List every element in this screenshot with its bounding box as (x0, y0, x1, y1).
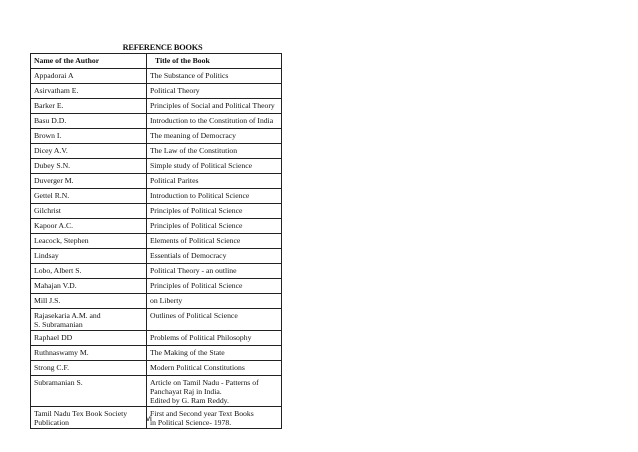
author-cell: Leacock, Stephen (31, 234, 147, 249)
book-title-cell: The Law of the Constitution (147, 144, 282, 159)
book-title-cell: The meaning of Democracy (147, 129, 282, 144)
author-cell: Brown I. (31, 129, 147, 144)
reference-books-heading: REFERENCE BOOKS (122, 43, 203, 52)
table-row (31, 84, 282, 99)
author-column-header: Name of the Author (31, 54, 147, 69)
table-row (31, 159, 282, 174)
table-row (31, 264, 282, 279)
table-row (31, 99, 282, 114)
author-cell: Gettel R.N. (31, 189, 147, 204)
author-cell: Raphael DD (31, 331, 147, 346)
book-title-cell: Political Theory (147, 84, 282, 99)
author-cell: Subramanian S. (31, 376, 147, 407)
book-title-cell: Political Theory - an outline (147, 264, 282, 279)
table-row (31, 331, 282, 346)
author-cell: Rajasekaria A.M. and S. Subramanian (31, 309, 147, 331)
book-title-cell: Problems of Political Philosophy (147, 331, 282, 346)
table-row (31, 144, 282, 159)
book-title-cell: on Liberty (147, 294, 282, 309)
book-title-cell: Political Parites (147, 174, 282, 189)
table-row (31, 204, 282, 219)
table-row (31, 129, 282, 144)
table-row (31, 309, 282, 331)
table-row (31, 189, 282, 204)
author-cell: Kapoor A.C. (31, 219, 147, 234)
book-title-cell: Principles of Political Science (147, 219, 282, 234)
author-cell: Dicey A.V. (31, 144, 147, 159)
table-header-row (31, 54, 282, 69)
table-row (31, 219, 282, 234)
author-cell: Barker E. (31, 99, 147, 114)
book-title-cell: Outlines of Political Science (147, 309, 282, 331)
author-cell: Ruthnaswamy M. (31, 346, 147, 361)
author-cell: Dubey S.N. (31, 159, 147, 174)
table-row (31, 174, 282, 189)
author-cell: Mill J.S. (31, 294, 147, 309)
book-title-cell: Article on Tamil Nadu - Patterns of Panchayat Raj in India. Edited by G. Ram Reddy. (147, 376, 282, 407)
title-column-header: Title of the Book (147, 54, 282, 69)
table-row (31, 279, 282, 294)
book-title-cell: Modern Political Constitutions (147, 361, 282, 376)
table-row (31, 376, 282, 407)
author-cell: Mahajan V.D. (31, 279, 147, 294)
book-title-cell: The Substance of Politics (147, 69, 282, 84)
table-row (31, 249, 282, 264)
table-row (31, 69, 282, 84)
author-cell: Lindsay (31, 249, 147, 264)
author-cell: Appadorai A (31, 69, 147, 84)
book-title-cell: First and Second year Text Books in Political Science- 1978. (147, 407, 282, 429)
author-cell: Asirvatham E. (31, 84, 147, 99)
book-title-cell: Introduction to Political Science (147, 189, 282, 204)
author-cell: Gilchrist (31, 204, 147, 219)
author-cell: Tamil Nadu Tex Book Society Publication (31, 407, 147, 429)
book-title-cell: Simple study of Political Science (147, 159, 282, 174)
book-title-cell: Principles of Social and Political Theory (147, 99, 282, 114)
book-title-cell: Elements of Political Science (147, 234, 282, 249)
table-row (31, 294, 282, 309)
book-title-cell: Introduction to the Constitution of India (147, 114, 282, 129)
author-cell: Lobo, Albert S. (31, 264, 147, 279)
table-row (31, 346, 282, 361)
table-body (31, 69, 282, 429)
author-cell: Strong C.F. (31, 361, 147, 376)
book-title-cell: Essentials of Democracy (147, 249, 282, 264)
table-row (31, 114, 282, 129)
page-number: vi (146, 414, 152, 423)
author-cell: Duverger M. (31, 174, 147, 189)
table-row (31, 407, 282, 429)
reference-books-table (30, 53, 282, 429)
book-title-cell: The Making of the State (147, 346, 282, 361)
table-row (31, 234, 282, 249)
book-title-cell: Principles of Political Science (147, 204, 282, 219)
table-row (31, 361, 282, 376)
book-title-cell: Principles of Political Science (147, 279, 282, 294)
author-cell: Basu D.D. (31, 114, 147, 129)
